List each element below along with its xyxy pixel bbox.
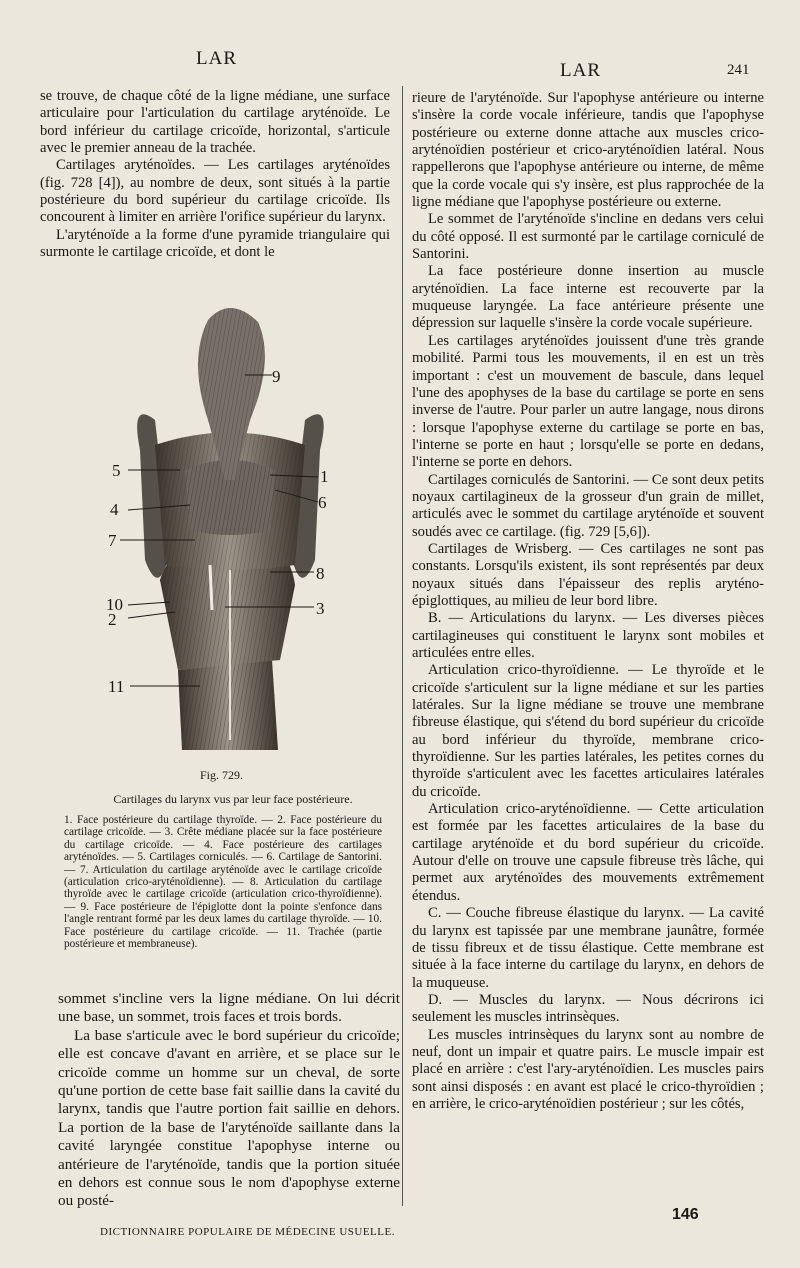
paragraph: Le sommet de l'aryténoïde s'incline en dedans vers celui du côté opposé. Il est surmonté par le cartilage corniculé de Santorini.: [412, 211, 764, 263]
running-head-right: LAR: [560, 60, 601, 81]
signature-mark: 146: [672, 1206, 699, 1223]
larynx-figure: [100, 300, 360, 770]
figure-label: 8: [316, 564, 325, 583]
paragraph: C. — Couche fibreuse élastique du larynx. — La cavité du larynx est tapissée par une membrane jaunâtre, formée de tissu fibreux et de tissu élastique. Cette membrane est située à la face interne du cartilage du larynx, en dehors de la muqueuse.: [412, 905, 764, 991]
paragraph: rieure de l'aryténoïde. Sur l'apophyse antérieure ou interne s'insère la corde vocale inférieure, tandis que l'apophyse postérieure ou externe donne attache aux muscles crico-aryténoïdien postérieur et crico-aryténoïdien latéral. Nous rappellerons que l'apophyse antérieure ou interne, de même que la corde vocale qui s'y insère, est plus rapprochée de la ligne médiane que l'apophyse postérieure ou externe.: [412, 90, 764, 211]
paragraph: Cartilages aryténoïdes. — Les cartilages aryténoïdes (fig. 728 [4]), au nombre de deux, sont situés à la partie postérieure du bord supérieur du cartilage cricoïde. Ils concourent à limiter en arrière l'orifice supérieur du larynx.: [40, 157, 390, 226]
paragraph: D. — Muscles du larynx. — Nous décrirons ici seulement les muscles intrinsèques.: [412, 991, 764, 1026]
figure-label: 2: [108, 610, 117, 629]
figure-label: 7: [108, 531, 117, 550]
column-divider: [402, 86, 403, 1206]
figure-label: 9: [272, 367, 281, 386]
right-column: [412, 90, 764, 1113]
figure-legend: 1. Face postérieure du cartilage thyroïde. — 2. Face postérieure du cartilage cricoïde. — 3. Crête médiane placée sur la face postérieure du cartilage cricoïde. — 4. Face postérieure des cartilages aryténoïdes. — 5. Cartilages corniculés. — 6. Cartilage de Santorini. — 7. Articulation du cartilage aryténoïde avec le cartilage cricoïde (articulation crico-aryténoïdienne). — 8. Articulation du cartilage thyroïde avec le cartilage cricoïde (articulation crico-thyroïdienne). — 9. Face postérieure de l'épiglotte dont la pointe s'enfonce dans l'angle rentrant formé par les deux lames du cartilage thyroïde. — 10. Face postérieure du cartilage cricoïde. — 11. Trachée (partie postérieure et membraneuse).: [64, 814, 382, 951]
figure-label: 1: [320, 467, 329, 486]
larynx-illustration: [100, 300, 360, 770]
paragraph: La face postérieure donne insertion au muscle aryténoïdien. La face interne est recouverte par la muqueuse laryngée. La face antérieure présente une dépression sur laquelle s'insère la corde vocale supérieure.: [412, 263, 764, 332]
paragraph: Les muscles intrinsèques du larynx sont au nombre de neuf, dont un impair et quatre pairs. Le muscle impair est placé en arrière : c'est l'ary-aryténoïdien. Les muscles pairs sont ainsi disposés : en avant est placé le crico-thyroïdien ; en arrière, le crico-aryténoïdien postérieur ; sur les côtés,: [412, 1026, 764, 1112]
figure-caption: Cartilages du larynx vus par leur face postérieure.: [113, 792, 353, 806]
paragraph: L'aryténoïde a la forme d'une pyramide triangulaire qui surmonte le cartilage cricoïde, et dont le: [40, 226, 390, 261]
paragraph: Cartilages corniculés de Santorini. — Ce sont deux petits noyaux cartilagineux de la grosseur d'un grain de millet, articulés avec le sommet du cartilage aryténoïde et souvent soudés avec ce cartilage. (fig. 729 [5,6]).: [412, 471, 764, 540]
figure-label: 10: [106, 595, 123, 614]
paragraph: B. — Articulations du larynx. — Les diverses pièces cartilagineuses qui constituent le larynx sont mobiles et articulées entre elles.: [412, 610, 764, 661]
figure-label: 11: [108, 677, 125, 696]
page-number: 241: [727, 62, 750, 78]
figure-label: 3: [316, 599, 325, 618]
paragraph: Les cartilages aryténoïdes jouissent d'une très grande mobilité. Parmi tous les mouvements, il en est un très important : c'est un mouvement de bascule, dans lequel l'une des apophyses de la base du cartilage se porte en sens inverse de l'autre. Pour parler un autre langage, nous dirons : lorsque l'apophyse externe du cartilage se porte en bas, l'interne se porte en haut ; lorsqu'elle se porte en dedans, l'interne se porte en dehors.: [412, 332, 764, 471]
figure-label: 6: [318, 493, 327, 512]
left-column-bottom: [58, 990, 400, 1211]
paragraph: Cartilages de Wrisberg. — Ces cartilages ne sont pas constants. Lorsqu'ils existent, ils sont représentés par deux noyaux situés dans l'épaisseur des replis aryténo-épiglottiques, au milieu de leur bord libre.: [412, 540, 764, 609]
left-column-top: [40, 88, 390, 261]
running-head-left: LAR: [196, 48, 237, 69]
paragraph: Articulation crico-aryténoïdienne. — Cette articulation est formée par les facettes articulaires de la base du cartilage aryténoïde et du bord supérieur du cricoïde. Autour d'elle on trouve une capsule fibreuse très lâche, qui permet aux aryténoïdes des mouvements extrêmement étendus.: [412, 801, 764, 904]
figure-label: 5: [112, 461, 121, 480]
figure-label: 4: [110, 500, 119, 519]
paragraph: sommet s'incline vers la ligne médiane. On lui décrit une base, un sommet, trois faces et trois bords.: [58, 990, 400, 1026]
paragraph: Articulation crico-thyroïdienne. — Le thyroïde et le cricoïde s'articulent sur la ligne médiane et sur les parties latérales. Sur la ligne médiane se trouve une membrane fibreuse élastique, qui s'étend du bord supérieur du cricoïde au bord inférieur du thyroïde, membrane crico-thyroïdienne. Sur les parties latérales, les petites cornes du thyroïde s'articulent avec les facettes articulaires latérales du cricoïde.: [412, 662, 764, 800]
figure-title: Fig. 729.: [200, 768, 244, 782]
paragraph: La base s'articule avec le bord supérieur du cricoïde; elle est concave d'avant en arrière, et se place sur le cricoïde comme un homme sur un cheval, de sorte qu'une portion de cette base fait saillie dans la cavité du larynx, tandis que l'autre portion fait saillie en dehors. La portion de la base de l'aryténoïde saillante dans la cavité laryngée constitue l'apophyse interne ou antérieure de l'aryténoïde, tandis que la portion située en dehors est connue sous le nom d'apophyse externe ou posté-: [58, 1026, 400, 1210]
footer: DICTIONNAIRE POPULAIRE DE MÉDECINE USUELLE.: [100, 1226, 395, 1238]
paragraph: se trouve, de chaque côté de la ligne médiane, une surface articulaire pour l'articulation du cartilage aryténoïde. Le bord inférieur du cartilage cricoïde, horizontal, s'articule avec le premier anneau de la trachée.: [40, 88, 390, 157]
